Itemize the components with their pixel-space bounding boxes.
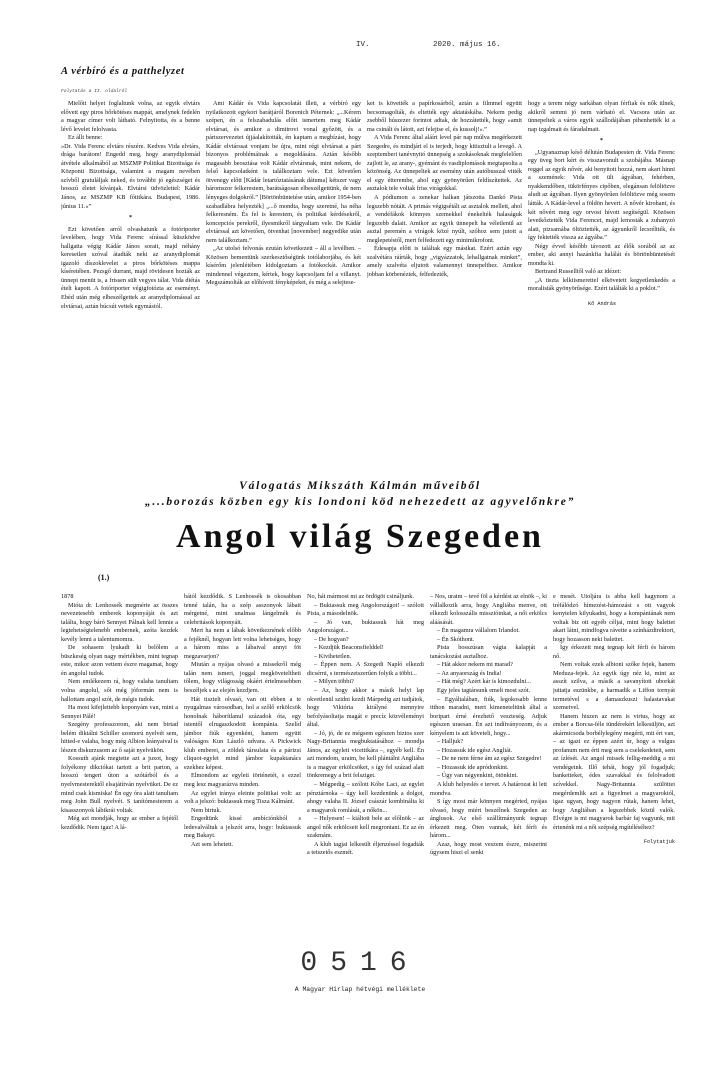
paragraph: – Én magamra vállalom Irlandot. [437, 627, 520, 635]
paragraph: e mesét. Utoljára is abba kell hagynom a tréfálódzó hímezést-hámozást s ott vagyok kenytelen kilyukadni, hogy a kompániának nem voltak biz ott egyéb céljai, mint hogy balettet akart látni, mindfogva rávette a színházdirektort, hogy hozasson neki balettet. [553, 593, 675, 643]
paragraph: – Az anyaország és India! [437, 669, 502, 677]
paragraph: Szegény professzorom, aki nem birtad belém diktálni Schiller szomorú nyelvét sem, hitted-e valaha, hogy még Albion leányaival is lészen diskurzusom az ő saját nyelvükön. [61, 721, 178, 754]
paragraph: – Nos, uraim – tevé föl a kérdést az elnök –, ki vállalkozik arra, hogy Angliába menve, ott elkezdi kolosszális misszióinkat, a női erkölcs aláásását. [430, 593, 547, 626]
paragraph: – Egyáltalában, fiúk, legokosabb lenne itthon maradni, mert kimeneteltünk által a boripart érné érezhető veszteség. Adjuk egészen uraesan. Én azt indítványozom, és a kényelem is azt követeli, hogy... [430, 695, 547, 737]
paragraph: – Úgy van négyenkint, ötönkint. [437, 772, 518, 780]
paragraph: Azt sem lehetett. [191, 840, 234, 848]
article2-column-2 [184, 593, 301, 928]
paragraph: „Az utolsó felvonás ezután következett – áll a levélben. – Közösen bementünk szerkesztőségünk totólaborjába, és két kísérőm jelenlétében kidolgoztam a fotókockát. Amikor mindennel végeztem, kértek, hogy kapcsoljam fel a villanyt. Megszámolták az előhívott fényképeket, és még a selejtese- [206, 245, 361, 287]
paragraph: Mielőtt helyet foglaltunk volna, az egyik elvtárs elővett egy piros bőrkötéses mappát, amelynek fedelén a magyar címer volt látható. Felnyitotta, és a benne lévő levelet felolvasta. [61, 100, 200, 133]
paragraph: No, hát mármost mi az ördögöt csináljunk. [307, 593, 414, 600]
paragraph: De sohasem lyukadt ki belőlem a büszkeség olyan nagy mértékben, mint tegnap este, mikor azon vettem észre magamat, hogy én angolul tudok. [61, 644, 178, 677]
paragraph: »Dr. Vida Ferenc elvtárs részére. Kedves Vida elvtárs, drága barátom! Engedd meg, hogy aranydiplomád átvétele alkalmából az MSZMP Politikai Bizottsága és Központi Bizottsága, valamint a magam nevében szívből gratuláljak neked, és további jó egészséget és hosszú életet kívánjak. Elvtársi üdvözlettel: Kádár János, az MSZMP KB főtitkára. Budapest, 1986. június 11.«” [61, 142, 200, 210]
paragraph: – Hát akkor nekem mi marad? [437, 661, 513, 669]
supplement-label: A Magyar Hírlap hétvégi melléklete [294, 986, 426, 993]
paragraph: hogy a terem négy sarkában olyan férfiak és nők ülnek, akikről semmi jó nem várható el. Vacsora után az ünnepeltek a város egyik szállodájában pihenhették ki a nap izgalmait és fáradalmait. [528, 100, 675, 133]
paragraph: Engedtünk kissé ambíciónkból s ledevalváltuk a jelszót arra, hogy: buktassuk meg Bakayt. [184, 815, 301, 840]
paragraph: Így érkezett meg tegnap két férfi és három nő. [553, 644, 675, 660]
paragraph: Az egylet iránya eleinte politikai volt: az volt a jelszó: buktassuk meg Tisza Kálmánt. [184, 789, 301, 806]
paragraph: – Én Skóthont. [437, 635, 475, 643]
paragraph: Mert ha nem a lábak következnének előbb a fejéknél, hogyan lett volna lehetséges, hogy a három miss a lábaival annyi föt megzavarjon? [184, 627, 301, 660]
article1-column-3 [367, 100, 522, 450]
paragraph: Egy jeles tagtársunk emelt most szót. [437, 687, 531, 695]
section-break: * [128, 214, 133, 222]
article2-column-5 [553, 593, 675, 928]
paragraph: Édesapja előtt is találtak egy másikat. Ezért aztán egy szalvétára ráírták, hogy „vigyázzatok, lehallgatnak minket”, amely szalvéta eljutott valamennyi ünnepelthez. Amikor jobban körbenéztek, felfedezték, [367, 245, 522, 278]
paragraph: – Hozassuk ide egész Angliát. [437, 746, 513, 754]
paragraph: Pista bosszúsan vágta kalapját a tanácskozási asztalhoz. [430, 644, 547, 660]
paragraph: „A tiszta lelkiismerettel elkövetett kegyetlenkedés a moralisták gyönyörűsége. Ezért találták ki a poklot.” [528, 276, 675, 293]
paragraph: A klub helyeslés e tervet. A határozat ki lett mondva. [430, 781, 547, 797]
paragraph: Négy évvel később távozott az élők sorából az az ember, aki annyi hazánkfia halálát és börtönbüntetését mondta ki. [528, 242, 675, 267]
author-signature: Kő András [588, 301, 617, 308]
paragraph: A pódiumon a zenekar halkan játszotta Dankó Pista legszebb nótáit. A primás végigsétált az asztalok mellett, ahol a vendéfákok könnyes szemekkel énekelték halaságuk legszebb dalait. Amikor az egyik ünnepelt ha véletlenül az asztal peremén a virágok közé nyúlt, szóhoz sem jutott a meglepetéstől, mert felfedezett egy minimikrofont. [367, 194, 522, 244]
paragraph: – De ne nem férne ám az egész Szegedre! [437, 755, 542, 763]
paragraph: – Halljuk? [437, 738, 464, 746]
article2-column-3 [307, 593, 424, 928]
paragraph: S így most már könnyen megérted, nyájas olvasó, hogy miért beszélnek Szegeden az ánglusok. Az első szállítmányunk tegnap érkezett meg. Öten vannak, két férfi és három... [430, 798, 547, 840]
part-number: (1.) [98, 573, 110, 582]
paragraph: Bertrand Russelltől való az idézet: [535, 268, 622, 276]
paragraph: Hanem hiszen az nem is virtus, hogy az ember a Borcsa-féle tündérekért lelkesüljön, azt akármicsoda borbélylegény megérti, mit ért van, – az igazi ez éppen azért úr, hogy a vulgus profanum nem érti meg sem a cselekedeteit, sem az ízlését. Az angol missek fellig-meddig a mi vendégeink. Illő tehát, hogy jól fogadjuk; banketteket, édes szavakkal és felolvadott szívekkel. Nagy-Britannia szülöttei megérdemlik azt a figyelmet a magyaroktól, igaz ugyan, hogy nagyon rútak, hanem lehet, hogy Angliában a legszebbek közül valók. Elvégre is mi magyarok barbár faj vagyunk, mit értenénk mi a női szépség mgítéléséhez? [553, 712, 675, 831]
article1-column-1 [61, 100, 200, 450]
article2-column-1 [61, 593, 178, 928]
paragraph: Ami Kádár és Vida kapcsolatát illeti, a vérbíró egy nyilatkozott egykori barátjáról Borenich Péternek: „...Kérem szépen, én a felszabadulás előtt ismertem meg Kádár elvtársat, és amikor a dimitrovi vonal győzött, és a pártszervezetet újjáalakították, én kaptam a megbízást, hogy Kádár elvtárssat vonjam be újra, mint régi elvtársat a párt bizonyos problémáinak a megoldására. Aztán később magasabb beosztása volt Kádár elvtársnak, mint nekem, de felső kapcsolatként is találkoztam vele. Ezt követően ötvenegy előtt [Kádár letartóztatásának dátuma] kétszer vagy háromszor felkerestem, barátságosan elbeszélgettünk, de nem lényeges dolgokról.” [Börtönbüntetése után, amikor 1954-ben szabadlábra helyezték] „...ő mondta, hogy szeretné, ha néha felkeresném. És fel is kerestem, és politikai kérdésekről, koncepciós perekről, ilyesmikről tárgyaltam vele. De Kádár elvtárssal azt követően, ötvenhat [november] negyedike után nem találkoztam.” [206, 100, 361, 244]
issue-date: 2020. május 16. [433, 41, 501, 49]
paragraph: Még azt mondják, hogy az ember a fejétől kezdődik. Nem igaz! A lá- [61, 815, 178, 831]
article1-column-4 [528, 100, 675, 450]
paragraph: bától kezdődik. S Lenhossék is okosabban tenné talán, ha a szép asszonyok lábait mérgetné, mint unalmas lángelmék és celebritások koponyáit. [184, 593, 301, 626]
paragraph: Ha most kifejlettebb koponyám van, mint a Sennyei Pálé! [61, 704, 178, 720]
paragraph: – Mégpedig – szólott Kóbe Laci, az egylet pénztárnoka – úgy kell kezdenünk a dolgot, ahogy valaha II. József császár kombinálta ki a magyarok romlását, a nőkön... [307, 781, 424, 814]
paragraph: Kossuth ajánk megtette azt a juxot, hogy folyékony dikciókat tartott a brit parton, a hosszú tengeri úton a szótárból és a nyelvmesterektől elsajátítván nyelvüket. De ez mind csak kismiska! Én egy óra alatt tanultam meg John Bull nyelvét. S tanítómesterem a kisasszonyok lábikrái voltak. [61, 755, 178, 814]
paragraph: – Milyen többi? [314, 678, 354, 686]
page-folio: 0516 [300, 948, 420, 979]
paragraph: Hát tisztelt olvasó, van ott ebben a te nyugalmas városodban, hol a szőlő erkölcsök honolnak háborítlanul századok óta, egy istentől elrugaszkodott kompánia. Szelíd jámbor fiúk egyenként, hanem együtt valóságos Kun László udvara. A Pickwick klub emberei, a zöldek társulata és a párizsi cliquot-egylet mind jámbor kupaktanács ezekhez képest. [184, 695, 301, 771]
section-number: IV. [356, 41, 370, 49]
paragraph: Nem emlékezem rá, hogy valaha tanultam volna angolul, sőt még jóformán nem is hallottam angol szót, de mégis tudok. [61, 678, 178, 703]
paragraph: – Kezdjük Beaconsfielddel! [314, 644, 384, 652]
paragraph: Azaz, hogy most veszem észre, miszerint úgysem hiszi el senki [430, 840, 547, 857]
paragraph: Nem birtuk. [191, 806, 222, 814]
paragraph: A klub tagjai lelkesült éljenzéssel fogadták a tetszetős eszmét. [307, 840, 424, 857]
paragraph: – Az, hogy akkor a másik helyi lap okvetlenül szidni kezdi Márpedig azt tudjátok, hogy Viktória királyné mennyire befolyásoltatja magát e precíz közvéleményi által. [307, 687, 424, 729]
section-break: * [599, 137, 604, 145]
paragraph: A Vida Ferenc által aláírt level pár nap múlva megérkezett Szegedre, és mindjárt el is terjedt, hogy kitisztult a levegő. A szeptemberi tanévnyitó ünnepség a szokásoknak megfelelően zajlott le, az arany-, gyémánt és vasdiplomások megtapsolta a közönség. Az ünnepeltek az esemény után autóbusszal vitték el egy étterembe, ahol egy gyönyörűen feldíszítettek. Az asztalok tele voltak friss virágokkal. [367, 134, 522, 193]
article2-column-4 [430, 593, 547, 928]
paragraph: 1878 [61, 593, 74, 600]
to-be-continued: Folytatjuk [643, 839, 675, 846]
paragraph: Ezt követően arról olvashatunk a fotóriporter levelében, hogy Vida Ferenc sírással küszködve hallgatta végig Kádár János sorait, majd néhány keresetlen szóval átadták neki az aranydiplomát igazoló díszoklevelet a piros bőrkötéses mappa kíséretében. Pezsgő durrant, majd rövidesen hozták az ünnepi menüt is, a frissen sült vegyes tálat. Vida diétás ételt kapott. A fotóriporter végigfotózta az eseményt. Ebéd után még elbeszélgettek az aranydiplomással az elvtársai, aztán búcsút vettek egymástól. [61, 225, 200, 310]
paragraph: – Kivihetetlen. [314, 652, 352, 660]
paragraph: – Hozassuk ide apródonkint. [437, 763, 509, 771]
paragraph: – Jó van, buktassuk hát meg Angolországot... [307, 618, 424, 635]
paragraph: „Ugyanaznap késő délután Budapesten dr. Vida Ferenc egy üveg bort kért és visszavonult a szobájába. Másnap reggel az egyik nővér, aki benyitott hozzá, nem akart hinni a szemének: Vida ott ült ágyában, fehérben, nyakkendőben, tükörfényes cipőben, elegánsan felöltözve aludt az ágyában. Ilyen gyönyörűen felöltözve még sosem látták. A Kádár-level a földön hevert. A nővér kirohant, és két nővért meg egy orvost hívott segítségül. Közösen levetkőztették Vida Ferencet, majd lemosták a zuhanyzó alatt, pizsamába öltöztették, az ágyunkről lecsréltték, és így fektették vissza az ágyába.” [528, 148, 675, 242]
paragraph: Miután a nyájas olvasó a missekről még talán nem ismeri, joggal megköveteltheti tőlem, hogy világosság okáért értelmesebben beszéljek s az elején kezdjem. [184, 661, 301, 695]
paragraph: – Éppen nem. A Szegedi Napló elkezdi dicsérni, s természetszerűen folyik a többi... [307, 661, 424, 677]
paragraph: – Helyesen! – kiáltott bele az előlnök – az angol nők erkölcseit kell megrontani. Ez az én szakmám. [307, 815, 424, 840]
paragraph: ket is követték a papírkosárból, aztán a filmmel együtt becsomagolták, és eltették egy aktatáskába. Nekem pedig zsebből húszezer forintot adtak, de hozzátették, hogy »amit ma csinált és látott, azt felejtse el, és kussolj!«.” [367, 100, 522, 133]
paragraph: Ez állt benne: [68, 134, 103, 142]
continued-note: Folytatás a II. oldalról [61, 89, 128, 94]
paragraph: Mióta dr. Lenhossék megmérte az összes nevezetesebb emberek koponyáját és azt találta, hogy báró Sennyei Pálnak kell lennie a legtehetségtelenebb embernek, azóta kezdek kevély lenni a talentumomra. [61, 601, 178, 643]
series-line-2: „...borozás közben egy kis londoni köd nehezedett az agyvelőnkre” [144, 496, 576, 508]
paragraph: – De hogyan? [314, 635, 349, 643]
paragraph: – Hát még? Azért kár is kimozdulni... [437, 678, 531, 686]
paragraph: – Jó, jó, de ez mégsem egészen biztos szer Nagy-Britannia megbuktatásához – mondja János, az egyleti vicetitkára –, egyéb kell. Én azt mondom, uraim, be kell plántálni Angliába is a magyar erkölcsöket, s így fel század alatt tönkremegy a brit felsziget. [307, 729, 424, 780]
series-line-1: Válogatás Mikszáth Kálmán műveiből [239, 480, 481, 492]
article-title: A vérbíró és a patthelyzet [61, 66, 185, 77]
article1-column-2 [206, 100, 361, 450]
paragraph: Nem voltak ezek albioni szőke fejek, hanem Meduza-fejek. Az egyik úgy néz ki, mint az asszít szilva, a másik a savanyított uborkát juttatja eszünkbe, a harmadik a Liffon tornyát termetével s a damaszkuszi halastavakat szemeivel. [553, 661, 675, 712]
story-title: Angol világ Szegeden [176, 518, 544, 555]
paragraph: – Buktassuk meg Angolországot! – szólott Pista, a másodelnök. [307, 601, 424, 618]
paragraph: Elmondom az egyleti történetét, s ezzel meg lesz magyarázva minden. [184, 772, 301, 789]
